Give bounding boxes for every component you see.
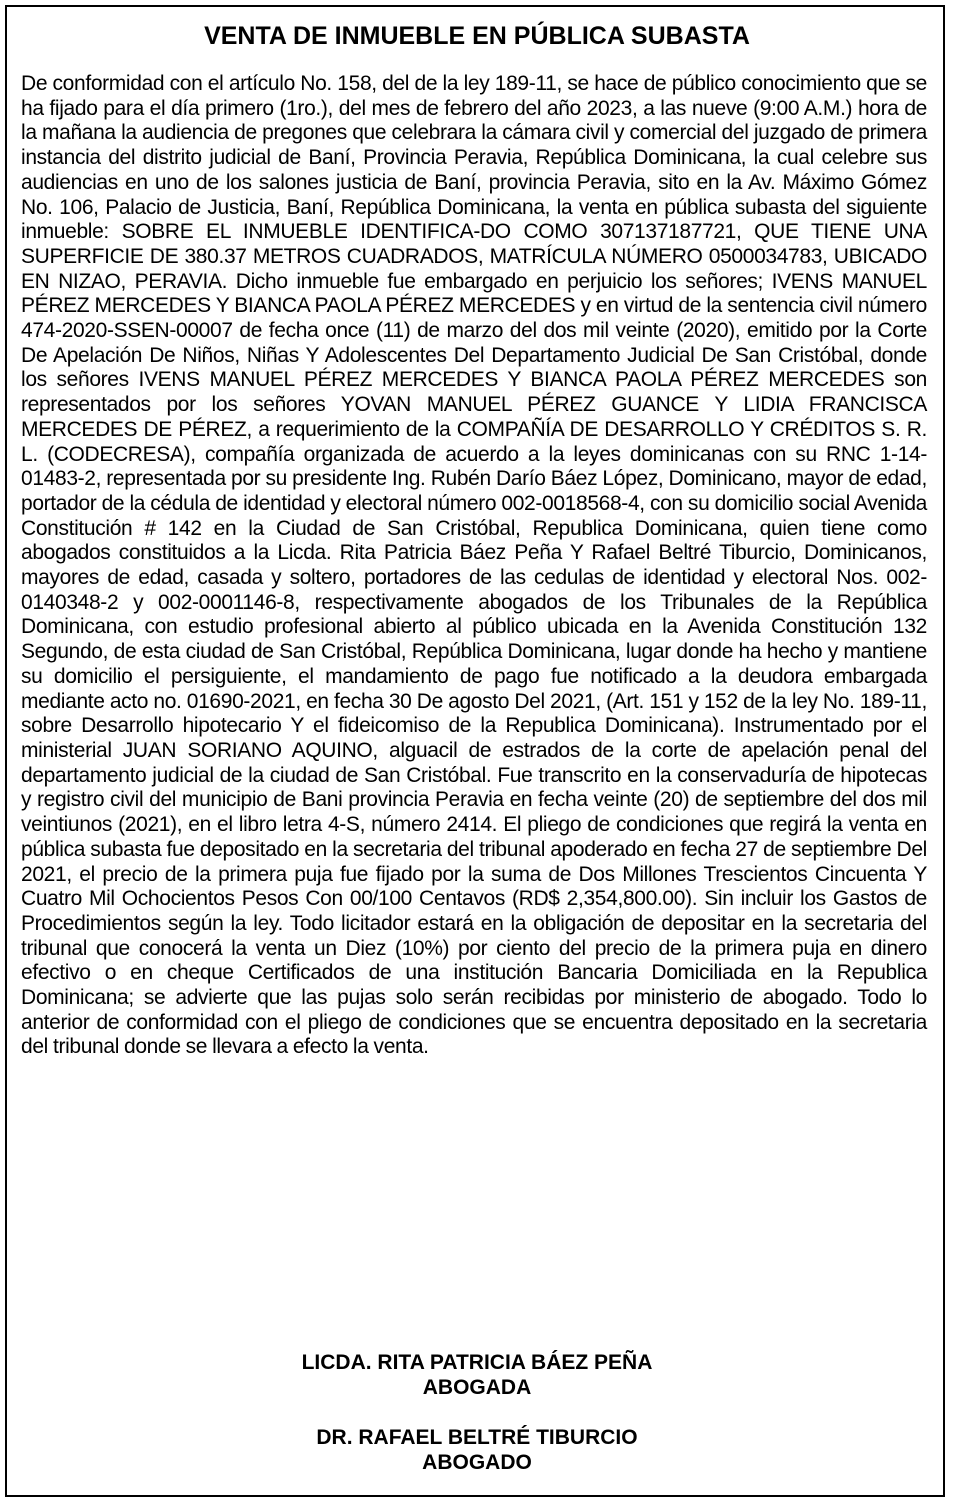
notice-body: De conformidad con el artículo No. 158, del de la ley 189-11, se hace de público conocimiento que se ha fijado para el día primero (1ro.), del mes de febrero del año 2023, a las nueve (9:00 A.M.) hora de la mañana la audiencia de pregones que celebrara la cámara civil y comercial del juzgado de primera instancia del distrito judicial de Baní, Provincia Peravia, República Dominicana, la cual celebre sus audiencias en uno de los salones justicia de Baní, provincia Peravia, sito en la Av. Máximo Gómez No. 106, Palacio de Justicia, Baní, República Dominicana, la venta en pública subasta del siguiente inmueble: SOBRE EL INMUEBLE IDENTIFICA-DO COMO 307137187721, QUE TIENE UNA SUPERFICIE DE 380.37 METROS CUADRADOS, MATRÍCULA NÚMERO 0500034783, UBICADO EN NIZAO, PERAVIA. Dicho inmueble fue embargado en perjuicio los señores; IVENS MANUEL PÉREZ MERCEDES Y BIANCA PAOLA PÉREZ MERCEDES y en virtud de la sentencia civil número 474-2020-SSEN-00007 de fecha once (11) de marzo del dos mil veinte (2020), emitido por la Corte De Apelación De Niños, Niñas Y Adolescentes Del Departamento Judicial De San Cristóbal, donde los señores IVENS MANUEL PÉREZ MERCEDES Y BIANCA PAOLA PÉREZ MERCEDES son representados por los señores YOVAN MANUEL PÉREZ GUANCE Y LIDIA FRANCISCA MERCEDES DE PÉREZ, a requerimiento de la COMPAÑÍA DE DESARROLLO Y CRÉDITOS S. R. L. (CODECRESA), compañía organizada de acuerdo a la leyes dominicanas con su RNC 1-14-01483-2, representada por su presidente Ing. Rubén Darío Báez López, Dominicano, mayor de edad, portador de la cédula de identidad y electoral número 002-0018568-4, con su domicilio social Avenida Constitución # 142 en la Ciudad de San Cristóbal, Republica Dominicana, quien tiene como abogados constituidos a la Licda. Rita Patricia Báez Peña Y Rafael Beltré Tiburcio, Dominicanos, mayores de edad, casada y soltero, portadores de las cedulas de identidad y electoral Nos. 002-0140348-2 y 002-0001146-8, respectivamente abogados de los Tribunales de la República Dominicana, con estudio profesional abierto al público ubicada en la Avenida Constitución 132 Segundo, de esta ciudad de San Cristóbal, República Dominicana, lugar donde ha hecho y mantiene su domicilio el persiguiente, el mandamiento de pago fue notificado a la deudora embargada mediante acto no. 01690-2021, en fecha 30 De agosto Del 2021, (Art. 151 y 152 de la ley No. 189-11, sobre Desarrollo hipotecario Y el fideicomiso de la Republica Dominicana). Instrumentado por el ministerial JUAN SORIANO AQUINO, alguacil de estrados de la corte de apelación penal del departamento judicial de la ciudad de San Cristóbal. Fue transcrito en la conservaduría de hipotecas y registro civil del municipio de Bani provincia Peravia en fecha veinte (20) de septiembre del dos mil veintiunos (2021), en el libro letra 4-S, número 2414. El pliego de condiciones que regirá la venta en pública subasta fue depositado en la secretaria del tribunal apoderado en fecha 27 de septiembre Del 2021, el precio de la primera puja fue fijado por la suma de Dos Millones Trescientos Cincuenta Y Cuatro Mil Ochocientos Pesos Con 00/100 Centavos (RD$ 2,354,800.00). Sin incluir los Gastos de Procedimientos según la ley. Todo licitador estará en la obligación de depositar en la secretaria del tribunal que conocerá la venta un Diez (10%) por ciento del precio de la primera puja en dinero efectivo o en cheque Certificados de una institución Bancaria Domiciliada en la Republica Dominicana; se advierte que las pujas solo serán recibidas por ministerio de abogado. Todo lo anterior de conformidad con el pliego de condiciones que se encuentra depositado en la secretaria del tribunal donde se llevara a efecto la venta. xyxy=(21,72,927,1059)
signature-name-2: DR. RAFAEL BELTRÉ TIBURCIO xyxy=(316,1426,638,1449)
signature-name-1: LICDA. RITA PATRICIA BÁEZ PEÑA xyxy=(301,1351,653,1374)
signature-block-2 xyxy=(0,1425,954,1475)
signature-role-1: ABOGADA xyxy=(422,1376,532,1399)
notice-title: VENTA DE INMUEBLE EN PÚBLICA SUBASTA xyxy=(204,22,750,50)
signature-role-2: ABOGADO xyxy=(422,1451,532,1474)
signature-block-1 xyxy=(0,1350,954,1400)
